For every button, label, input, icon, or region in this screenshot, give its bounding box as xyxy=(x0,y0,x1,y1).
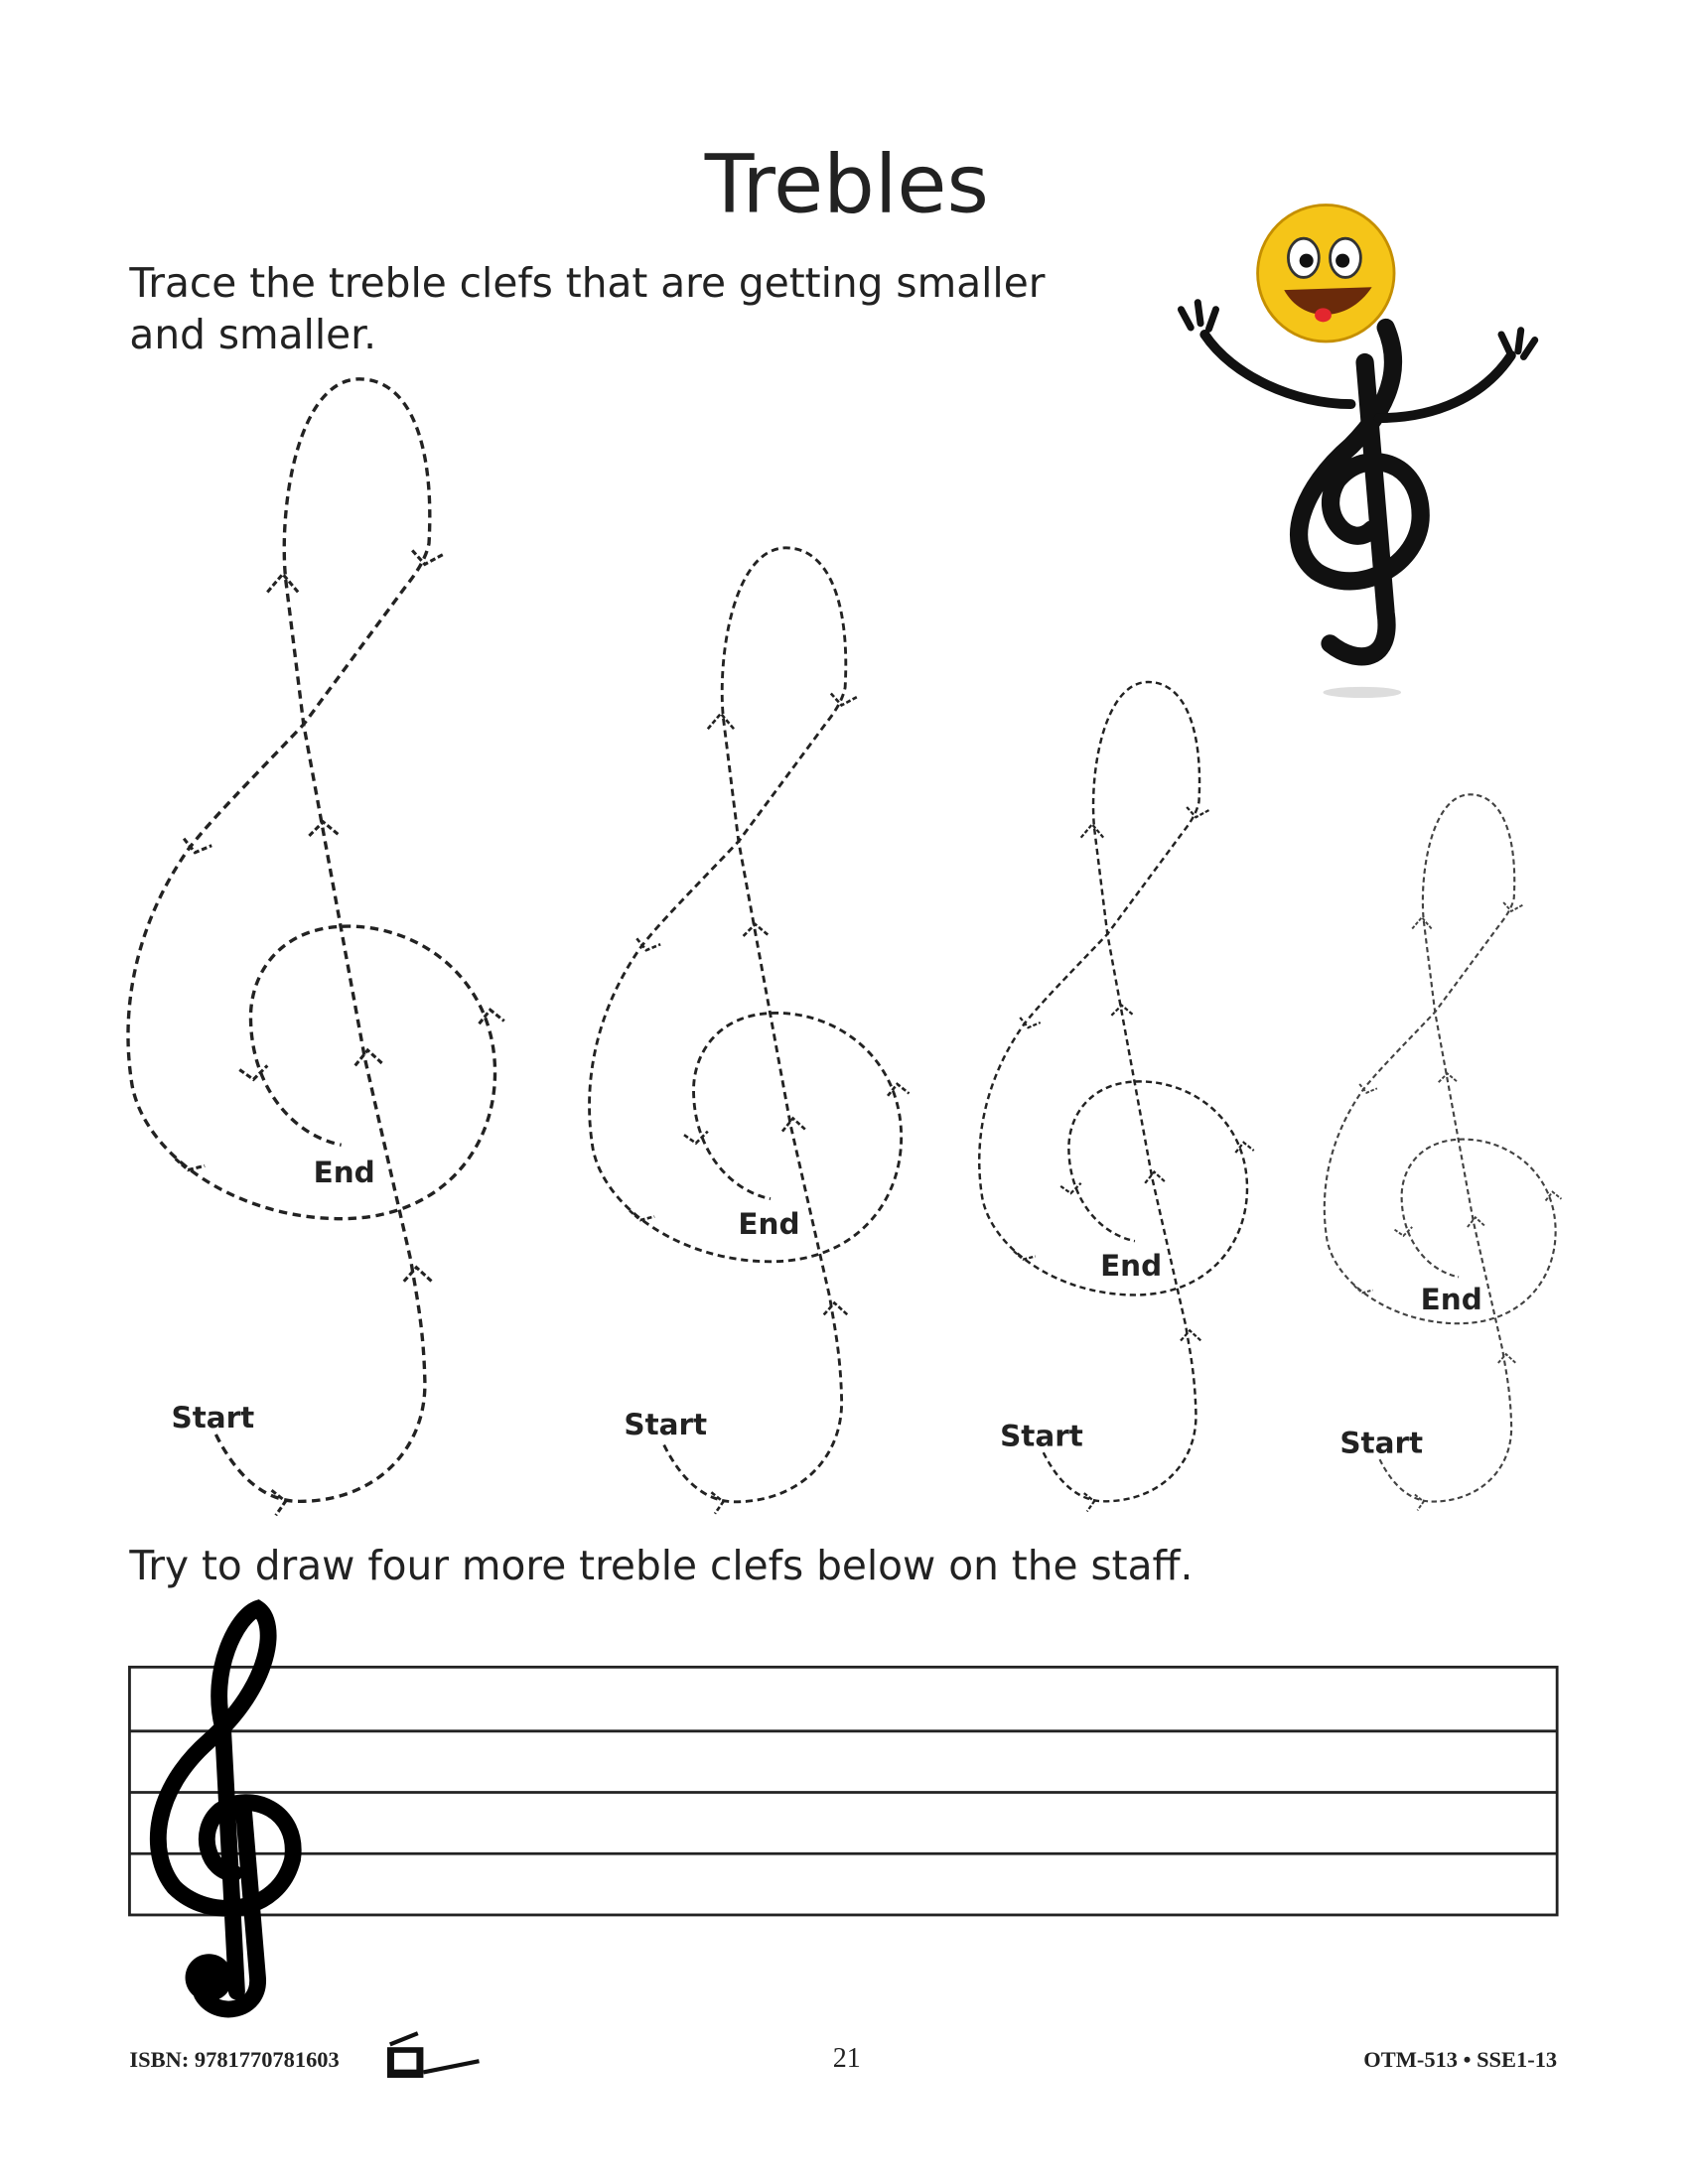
start-label: Start xyxy=(171,1401,255,1435)
end-label: End xyxy=(1100,1249,1163,1284)
page-title: Trebles xyxy=(704,137,989,232)
music-staff[interactable] xyxy=(129,1667,1557,1915)
page-number: 21 xyxy=(832,2042,861,2074)
end-label: End xyxy=(313,1156,375,1190)
start-label: Start xyxy=(1339,1426,1424,1460)
start-label: Start xyxy=(624,1408,708,1442)
treble-clef-icon xyxy=(158,1608,293,2009)
isbn-text: ISBN: 9781770781603 xyxy=(129,2046,340,2072)
draw-instruction: Try to draw four more treble clefs below on the staff. xyxy=(129,1541,1194,1589)
trace-instruction-line1: Trace the treble clefs that are getting smaller xyxy=(129,259,1046,308)
tracing-clef-4 xyxy=(1325,794,1562,1510)
treble-clef-mascot xyxy=(1181,205,1534,699)
tracing-clef-3 xyxy=(979,682,1254,1512)
end-label: End xyxy=(1420,1282,1482,1316)
tracing-clef-2 xyxy=(590,548,910,1514)
end-label: End xyxy=(738,1207,800,1242)
trace-instruction-line2: and smaller. xyxy=(129,310,377,358)
start-label: Start xyxy=(1000,1419,1083,1453)
product-code: OTM-513 • SSE1-13 xyxy=(1363,2046,1558,2072)
tracing-clef-1 xyxy=(128,379,504,1516)
photocopier-icon xyxy=(387,2033,480,2078)
